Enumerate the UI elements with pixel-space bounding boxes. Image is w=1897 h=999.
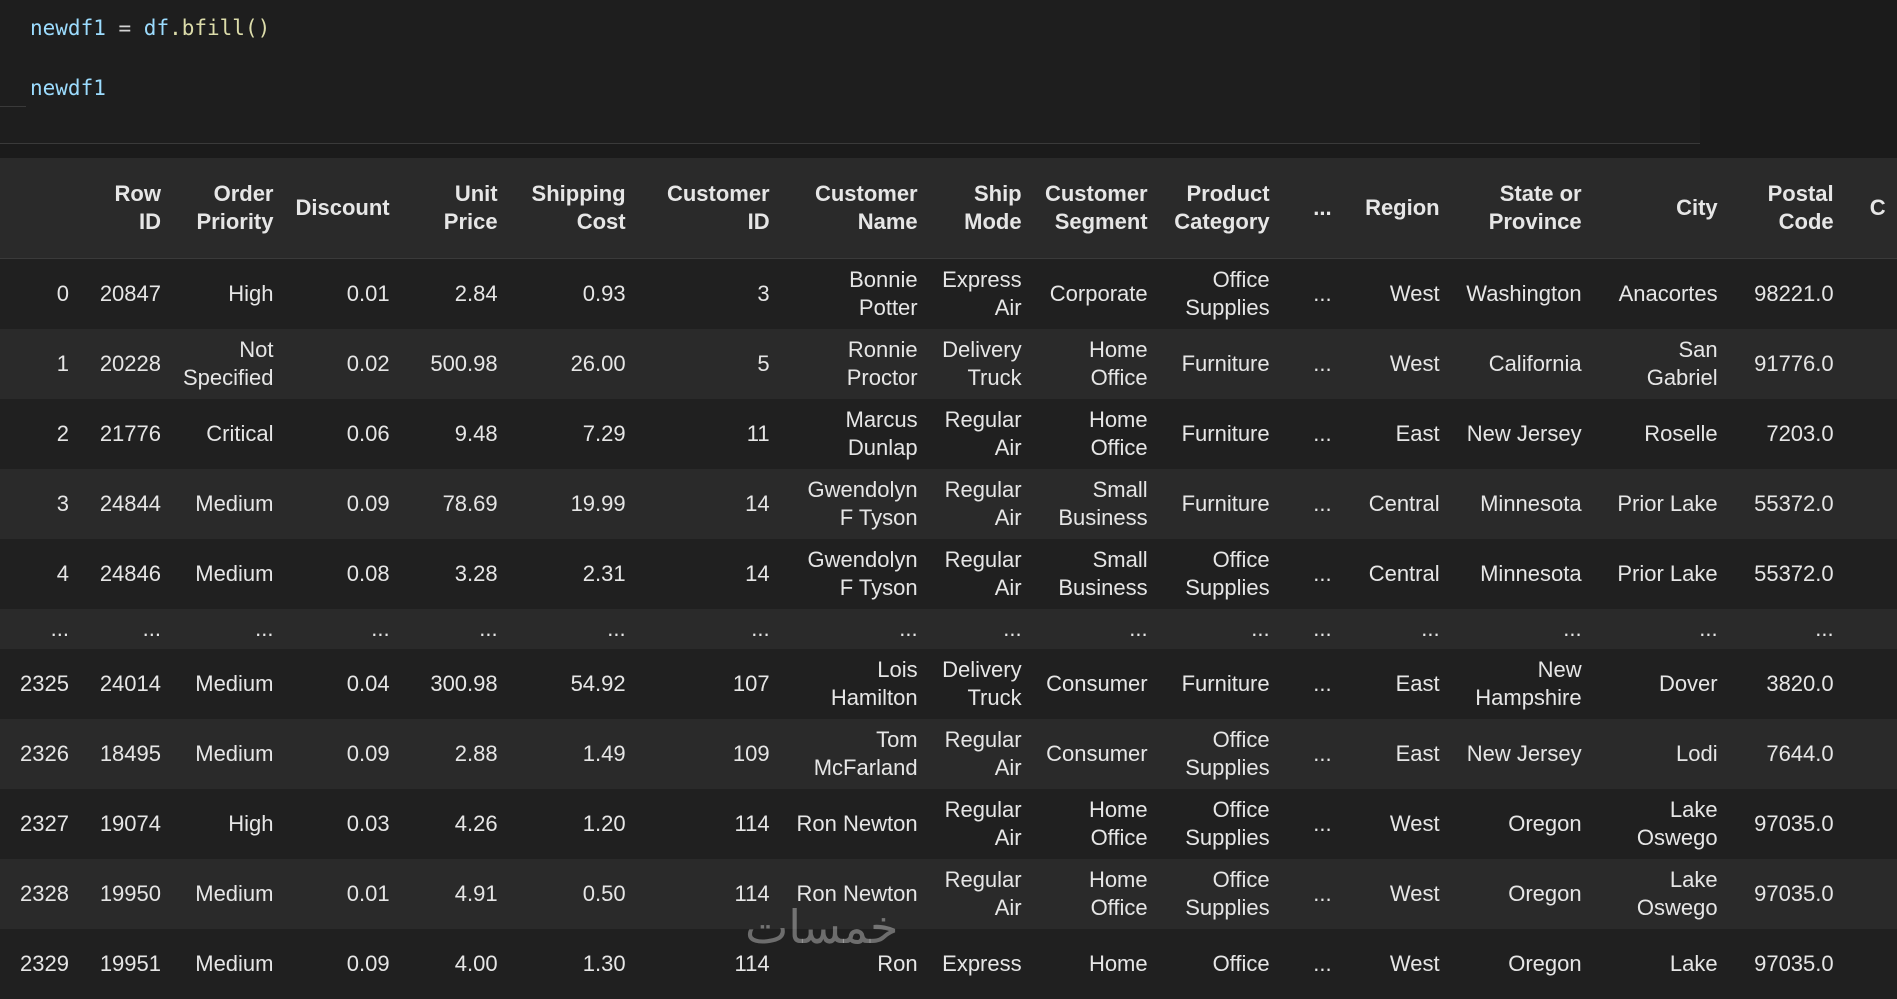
table-cell: ... <box>1451 609 1593 649</box>
table-cell: 78.69 <box>401 469 509 539</box>
table-cell: 300.98 <box>401 649 509 719</box>
table-cell: Consumer <box>1033 649 1159 719</box>
table-cell: ... <box>1281 929 1343 999</box>
table-cell: Central <box>1343 469 1451 539</box>
table-cell: ... <box>1281 329 1343 399</box>
table-cell: High <box>172 789 285 859</box>
code-line-2[interactable] <box>30 76 106 100</box>
column-header: Region <box>1343 158 1451 259</box>
table-row <box>0 649 1897 719</box>
column-header: Row ID <box>80 158 172 259</box>
table-cell: ... <box>1033 609 1159 649</box>
row-index: 2326 <box>0 719 80 789</box>
table-cell: ... <box>401 609 509 649</box>
table-cell: 21776 <box>80 399 172 469</box>
table-cell <box>1845 719 1897 789</box>
table-cell: Office Supplies <box>1159 789 1281 859</box>
table-cell: Regular Air <box>929 469 1033 539</box>
table-cell: 3820.0 <box>1729 649 1845 719</box>
row-index: 1 <box>0 329 80 399</box>
table-cell <box>1845 329 1897 399</box>
code-method: .bfill() <box>169 16 270 40</box>
table-cell: ... <box>1593 609 1729 649</box>
table-cell: Furniture <box>1159 469 1281 539</box>
table-cell: Ron Newton <box>781 859 929 929</box>
output-area <box>0 158 1700 970</box>
index-header <box>0 158 80 259</box>
table-cell <box>1845 859 1897 929</box>
table-row <box>0 329 1897 399</box>
column-header: Customer Name <box>781 158 929 259</box>
table-cell: Tom McFarland <box>781 719 929 789</box>
table-cell: 11 <box>637 399 781 469</box>
table-cell: Bonnie Potter <box>781 259 929 330</box>
table-cell: ... <box>1281 859 1343 929</box>
column-header: City <box>1593 158 1729 259</box>
table-cell <box>1845 259 1897 330</box>
table-cell: Express <box>929 929 1033 999</box>
table-row <box>0 719 1897 789</box>
table-cell: Anacortes <box>1593 259 1729 330</box>
row-index: 3 <box>0 469 80 539</box>
table-cell: ... <box>1281 399 1343 469</box>
table-cell: Critical <box>172 399 285 469</box>
table-cell: 20228 <box>80 329 172 399</box>
table-cell: Not Specified <box>172 329 285 399</box>
table-cell: Dover <box>1593 649 1729 719</box>
table-cell: 24846 <box>80 539 172 609</box>
table-cell: Oregon <box>1451 789 1593 859</box>
table-cell: East <box>1343 399 1451 469</box>
table-cell: 0.09 <box>285 929 401 999</box>
table-cell: ... <box>1281 259 1343 330</box>
table-cell: ... <box>637 609 781 649</box>
table-cell: 2.88 <box>401 719 509 789</box>
column-header: ... <box>1281 158 1343 259</box>
table-cell: Oregon <box>1451 929 1593 999</box>
table-cell: 0.09 <box>285 719 401 789</box>
table-cell: ... <box>1281 649 1343 719</box>
table-cell: 5 <box>637 329 781 399</box>
table-cell: Home Office <box>1033 399 1159 469</box>
table-cell: New Hampshire <box>1451 649 1593 719</box>
table-cell: Ron <box>781 929 929 999</box>
table-cell: ... <box>1281 719 1343 789</box>
table-cell: Medium <box>172 929 285 999</box>
table-cell: Consumer <box>1033 719 1159 789</box>
table-cell: 107 <box>637 649 781 719</box>
code-var: newdf1 <box>30 16 106 40</box>
table-cell: Medium <box>172 719 285 789</box>
table-cell: East <box>1343 649 1451 719</box>
table-cell: 3 <box>637 259 781 330</box>
table-cell: 0.93 <box>509 259 637 330</box>
table-cell: Central <box>1343 539 1451 609</box>
table-row <box>0 469 1897 539</box>
table-cell: 24014 <box>80 649 172 719</box>
table-row <box>0 609 1897 649</box>
code-cell[interactable] <box>0 0 1700 144</box>
table-cell: 97035.0 <box>1729 789 1845 859</box>
table-row <box>0 539 1897 609</box>
table-cell: 26.00 <box>509 329 637 399</box>
table-row <box>0 259 1897 330</box>
table-cell: 0.04 <box>285 649 401 719</box>
table-cell: Minnesota <box>1451 539 1593 609</box>
table-cell: Small Business <box>1033 539 1159 609</box>
table-cell: Lake <box>1593 929 1729 999</box>
column-header: C <box>1845 158 1897 259</box>
table-cell: Regular Air <box>929 539 1033 609</box>
code-var-2: newdf1 <box>30 76 106 100</box>
table-cell: 0.03 <box>285 789 401 859</box>
table-cell: New Jersey <box>1451 719 1593 789</box>
table-cell: Prior Lake <box>1593 469 1729 539</box>
table-cell: 55372.0 <box>1729 539 1845 609</box>
table-cell: ... <box>1343 609 1451 649</box>
table-cell <box>1845 469 1897 539</box>
table-cell: 19074 <box>80 789 172 859</box>
table-cell: 18495 <box>80 719 172 789</box>
table-cell: 0.01 <box>285 859 401 929</box>
table-cell: ... <box>285 609 401 649</box>
header-row <box>0 158 1897 259</box>
table-cell: Office Supplies <box>1159 719 1281 789</box>
table-cell: ... <box>1281 609 1343 649</box>
table-cell: Furniture <box>1159 399 1281 469</box>
watermark-logo: خمسات <box>745 900 898 954</box>
table-cell: 0.02 <box>285 329 401 399</box>
table-cell: 4.00 <box>401 929 509 999</box>
column-header: State or Province <box>1451 158 1593 259</box>
row-index: 0 <box>0 259 80 330</box>
table-cell: 1.49 <box>509 719 637 789</box>
row-index: 2327 <box>0 789 80 859</box>
table-cell: 7644.0 <box>1729 719 1845 789</box>
table-cell: California <box>1451 329 1593 399</box>
table-cell: Washington <box>1451 259 1593 330</box>
column-header: Shipping Cost <box>509 158 637 259</box>
table-cell: ... <box>1281 539 1343 609</box>
table-cell: Home <box>1033 929 1159 999</box>
table-cell <box>1845 609 1897 649</box>
code-obj: df <box>144 16 169 40</box>
table-cell: Furniture <box>1159 329 1281 399</box>
table-cell: 97035.0 <box>1729 929 1845 999</box>
table-cell: 14 <box>637 539 781 609</box>
table-cell: Oregon <box>1451 859 1593 929</box>
table-row <box>0 929 1897 999</box>
table-cell: ... <box>509 609 637 649</box>
table-cell: Lois Hamilton <box>781 649 929 719</box>
table-cell: 500.98 <box>401 329 509 399</box>
table-cell: 54.92 <box>509 649 637 719</box>
cell-divider <box>0 106 26 107</box>
row-index: ... <box>0 609 80 649</box>
table-cell: 1.20 <box>509 789 637 859</box>
table-cell: 7203.0 <box>1729 399 1845 469</box>
table-cell: Delivery Truck <box>929 329 1033 399</box>
table-cell: Office Supplies <box>1159 259 1281 330</box>
table-cell: 0.09 <box>285 469 401 539</box>
table-cell: Gwendolyn F Tyson <box>781 469 929 539</box>
table-cell: Lake Oswego <box>1593 859 1729 929</box>
table-cell <box>1845 789 1897 859</box>
table-cell: 55372.0 <box>1729 469 1845 539</box>
table-cell: 97035.0 <box>1729 859 1845 929</box>
table-cell: ... <box>80 609 172 649</box>
table-cell: Regular Air <box>929 859 1033 929</box>
table-cell: Corporate <box>1033 259 1159 330</box>
table-cell: Medium <box>172 649 285 719</box>
table-cell: 109 <box>637 719 781 789</box>
table-cell: 7.29 <box>509 399 637 469</box>
table-cell: Express Air <box>929 259 1033 330</box>
table-cell: 19951 <box>80 929 172 999</box>
table-cell <box>1845 929 1897 999</box>
table-cell: Roselle <box>1593 399 1729 469</box>
table-cell: 114 <box>637 929 781 999</box>
table-cell: Medium <box>172 859 285 929</box>
table-cell: Office Supplies <box>1159 859 1281 929</box>
table-cell: Medium <box>172 469 285 539</box>
table-cell: 4.26 <box>401 789 509 859</box>
table-cell: 114 <box>637 859 781 929</box>
table-cell: Marcus Dunlap <box>781 399 929 469</box>
table-cell: Home Office <box>1033 329 1159 399</box>
table-cell: West <box>1343 789 1451 859</box>
table-cell <box>1845 649 1897 719</box>
table-cell <box>1845 399 1897 469</box>
table-cell: Delivery Truck <box>929 649 1033 719</box>
table-cell: 0.01 <box>285 259 401 330</box>
table-cell: ... <box>929 609 1033 649</box>
row-index: 2325 <box>0 649 80 719</box>
table-cell: 19950 <box>80 859 172 929</box>
table-cell: 4.91 <box>401 859 509 929</box>
table-cell: New Jersey <box>1451 399 1593 469</box>
table-cell: West <box>1343 329 1451 399</box>
table-cell: 0.50 <box>509 859 637 929</box>
table-cell: Ronnie Proctor <box>781 329 929 399</box>
column-header: Unit Price <box>401 158 509 259</box>
column-header: Product Category <box>1159 158 1281 259</box>
table-cell: 14 <box>637 469 781 539</box>
table-cell: 24844 <box>80 469 172 539</box>
table-cell: Lodi <box>1593 719 1729 789</box>
column-header: Order Priority <box>172 158 285 259</box>
table-cell: ... <box>781 609 929 649</box>
table-row <box>0 789 1897 859</box>
table-cell: Regular Air <box>929 789 1033 859</box>
column-header: Postal Code <box>1729 158 1845 259</box>
table-cell: West <box>1343 929 1451 999</box>
table-cell: 9.48 <box>401 399 509 469</box>
table-cell: ... <box>1729 609 1845 649</box>
table-cell: Regular Air <box>929 719 1033 789</box>
table-cell: 114 <box>637 789 781 859</box>
table-cell: West <box>1343 259 1451 330</box>
table-cell <box>1845 539 1897 609</box>
row-index: 4 <box>0 539 80 609</box>
table-cell: Ron Newton <box>781 789 929 859</box>
table-cell: Home Office <box>1033 789 1159 859</box>
table-cell: Office Supplies <box>1159 539 1281 609</box>
code-line-1[interactable] <box>30 16 270 40</box>
table-cell: Small Business <box>1033 469 1159 539</box>
table-cell: West <box>1343 859 1451 929</box>
dataframe-table <box>0 158 1897 999</box>
table-cell: 2.31 <box>509 539 637 609</box>
table-cell: 98221.0 <box>1729 259 1845 330</box>
table-cell: 2.84 <box>401 259 509 330</box>
table-cell: ... <box>1281 789 1343 859</box>
table-cell: ... <box>1281 469 1343 539</box>
row-index: 2329 <box>0 929 80 999</box>
table-cell: Regular Air <box>929 399 1033 469</box>
table-cell: 0.08 <box>285 539 401 609</box>
table-cell: Office <box>1159 929 1281 999</box>
column-header: Discount <box>285 158 401 259</box>
table-cell: Home Office <box>1033 859 1159 929</box>
row-index: 2328 <box>0 859 80 929</box>
table-cell: 1.30 <box>509 929 637 999</box>
table-cell: Furniture <box>1159 649 1281 719</box>
table-header <box>0 158 1897 259</box>
table-cell: 91776.0 <box>1729 329 1845 399</box>
table-row <box>0 859 1897 929</box>
table-cell: 20847 <box>80 259 172 330</box>
table-cell: ... <box>1159 609 1281 649</box>
table-cell: Medium <box>172 539 285 609</box>
table-cell: ... <box>172 609 285 649</box>
table-cell: Minnesota <box>1451 469 1593 539</box>
table-cell: High <box>172 259 285 330</box>
column-header: Customer Segment <box>1033 158 1159 259</box>
table-body <box>0 259 1897 999</box>
table-cell: 3.28 <box>401 539 509 609</box>
code-op: = <box>106 16 144 40</box>
table-cell: Lake Oswego <box>1593 789 1729 859</box>
table-cell: Prior Lake <box>1593 539 1729 609</box>
table-cell: 0.06 <box>285 399 401 469</box>
table-cell: 19.99 <box>509 469 637 539</box>
column-header: Customer ID <box>637 158 781 259</box>
table-row <box>0 399 1897 469</box>
table-cell: San Gabriel <box>1593 329 1729 399</box>
column-header: Ship Mode <box>929 158 1033 259</box>
table-cell: East <box>1343 719 1451 789</box>
table-cell: Gwendolyn F Tyson <box>781 539 929 609</box>
row-index: 2 <box>0 399 80 469</box>
